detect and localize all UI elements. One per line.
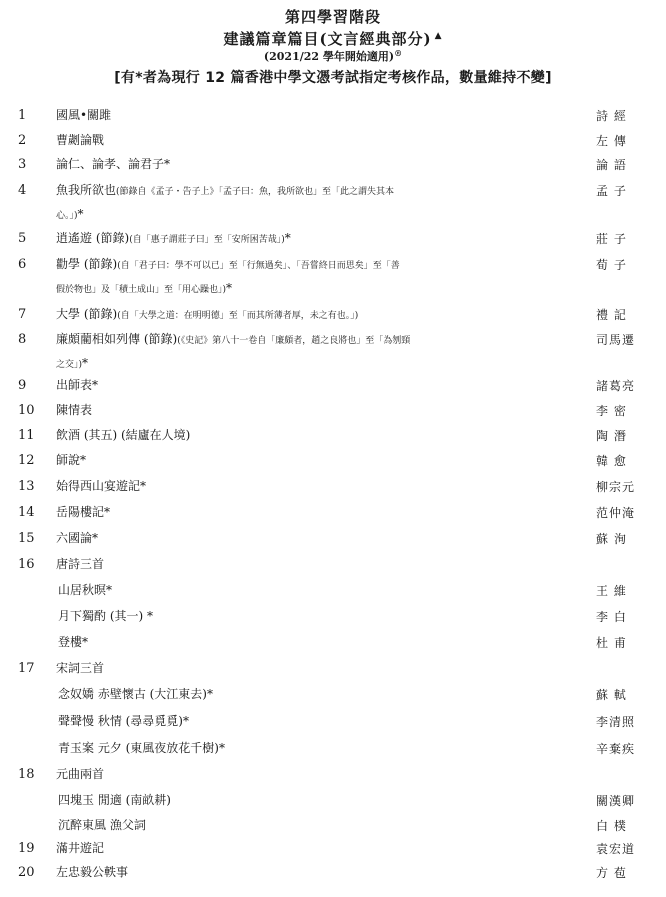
- item-author: 司馬遷: [596, 333, 636, 347]
- item-number: 3: [18, 157, 27, 172]
- item-number: 8: [18, 332, 27, 347]
- item-excerpt: (《史記》第八十一卷自「廉頗者，趙之良將也」至「為刎頸: [177, 336, 411, 346]
- list-title-text: 建議篇章篇目(文言經典部分): [223, 30, 432, 48]
- item-title: 國風•關雎: [56, 108, 112, 122]
- asterisk-note: [有*者為現行 12 篇香港中學文憑考試指定考核作品，數量維持不變]: [114, 70, 552, 86]
- item-author: 論 語: [596, 158, 627, 172]
- item-author: 范仲淹: [596, 506, 636, 520]
- item-excerpt-cont: 心。」): [56, 211, 78, 221]
- item-title: 月下獨酌 (其一) *: [58, 609, 153, 623]
- item-title: 山居秋暝*: [58, 583, 113, 597]
- item-author: 王 維: [596, 584, 627, 598]
- item-title: 唐詩三首: [56, 557, 105, 571]
- item-number: 14: [18, 505, 35, 520]
- item-title: 飲酒 (其五) (結廬在人境): [56, 428, 191, 442]
- item-number: 16: [18, 557, 35, 572]
- item-title: 始得西山宴遊記*: [56, 479, 147, 493]
- item-title: [56, 227, 576, 251]
- item-author: 韓 愈: [596, 454, 627, 468]
- applicable-year: [0, 48, 666, 64]
- item-title: [56, 303, 576, 327]
- item-author: 袁宏道: [596, 842, 636, 856]
- item-title: 沉醉東風 漁父詞: [58, 818, 146, 832]
- asterisk-mark: *: [226, 281, 233, 295]
- item-author: 李 密: [596, 404, 627, 418]
- item-excerpt: (節錄自《孟子・告子上》「孟子曰：魚，我所欲也」至「此之謂失其本: [116, 187, 395, 197]
- item-title-text: 勸學 (節錄): [56, 257, 118, 271]
- item-title: 左忠毅公軼事: [56, 865, 129, 879]
- item-title: 宋詞三首: [56, 661, 105, 675]
- item-title-text: 廉頗藺相如列傳 (節錄): [56, 332, 178, 346]
- item-number: 19: [18, 841, 35, 856]
- item-number: 2: [18, 133, 27, 148]
- item-author: 諸葛亮: [596, 379, 636, 393]
- item-number: 11: [18, 428, 35, 443]
- item-excerpt: (自「君子曰：學不可以已」至「行無過矣」、「吾嘗終日而思矣」至「善: [117, 261, 400, 271]
- item-title: 青玉案 元夕 (東風夜放花千樹)*: [58, 741, 225, 755]
- item-number: 12: [18, 453, 35, 468]
- item-author: 禮 記: [596, 308, 627, 322]
- registered-mark: ®: [394, 48, 403, 58]
- item-author: 李清照: [596, 715, 636, 729]
- item-title: 出師表*: [56, 378, 99, 392]
- item-author: 白 樸: [596, 819, 627, 833]
- triangle-mark: ▲: [434, 31, 443, 41]
- item-number: 4: [18, 183, 27, 198]
- item-author: 莊 子: [596, 232, 627, 246]
- item-title-text: 魚我所欲也: [56, 183, 117, 197]
- item-author: 蘇 軾: [596, 688, 627, 702]
- item-title: 曹劌論戰: [56, 133, 105, 147]
- asterisk-mark: *: [77, 207, 84, 221]
- item-title: [56, 328, 576, 376]
- item-excerpt: (自「惠子謂莊子曰」至「安所困苦哉」): [129, 235, 285, 245]
- item-author: 辛棄疾: [596, 742, 636, 756]
- item-title-text: 大學 (節錄): [56, 307, 118, 321]
- item-number: 18: [18, 767, 35, 782]
- list-title: [0, 28, 666, 49]
- asterisk-mark: *: [284, 231, 291, 245]
- item-excerpt-cont: 之交」): [56, 360, 83, 370]
- item-number: 6: [18, 257, 27, 272]
- item-title: 陳情表: [56, 403, 93, 417]
- item-author: 李 白: [596, 610, 627, 624]
- item-title: 聲聲慢 秋情 (尋尋覓覓)*: [58, 714, 189, 728]
- item-number: 20: [18, 865, 35, 880]
- item-author: 左 傳: [596, 134, 627, 148]
- item-excerpt-cont: 假於物也」及「積土成山」至「用心躁也」): [56, 285, 227, 295]
- item-number: 13: [18, 479, 35, 494]
- item-author: 詩 經: [596, 109, 627, 123]
- item-author: 孟 子: [596, 184, 627, 198]
- item-author: 陶 潛: [596, 429, 627, 443]
- item-excerpt: (自「大學之道：在明明德」至「而其所薄者厚，未之有也。」): [117, 311, 359, 321]
- item-title: 四塊玉 閒適 (南畝耕): [58, 793, 171, 807]
- item-number: 9: [18, 378, 27, 393]
- item-title: 登樓*: [58, 635, 89, 649]
- item-title: [56, 179, 576, 227]
- item-author: 蘇 洵: [596, 532, 627, 546]
- item-author: 杜 甫: [596, 636, 627, 650]
- item-number: 17: [18, 661, 35, 676]
- item-title-text: 逍遙遊 (節錄): [56, 231, 130, 245]
- item-number: 15: [18, 531, 35, 546]
- item-author: 關漢卿: [596, 794, 636, 808]
- item-title: 論仁、論孝、論君子*: [56, 157, 171, 171]
- asterisk-mark: *: [82, 356, 89, 370]
- item-author: 方 苞: [596, 866, 627, 880]
- item-number: 7: [18, 307, 27, 322]
- item-number: 10: [18, 403, 35, 418]
- item-title: 師說*: [56, 453, 87, 467]
- item-title: 六國論*: [56, 531, 99, 545]
- item-number: 5: [18, 231, 27, 246]
- item-title: [56, 253, 576, 301]
- item-number: 1: [18, 108, 27, 123]
- applicable-year-text: (2021/22 學年開始適用): [263, 50, 395, 63]
- item-title: 元曲兩首: [56, 767, 105, 781]
- item-author: 柳宗元: [596, 480, 636, 494]
- item-author: 荀 子: [596, 258, 627, 272]
- item-title: 念奴嬌 赤壁懷古 (大江東去)*: [58, 687, 213, 701]
- page-title: 第四學習階段: [284, 8, 381, 26]
- item-title: 滿井遊記: [56, 841, 105, 855]
- item-title: 岳陽樓記*: [56, 505, 111, 519]
